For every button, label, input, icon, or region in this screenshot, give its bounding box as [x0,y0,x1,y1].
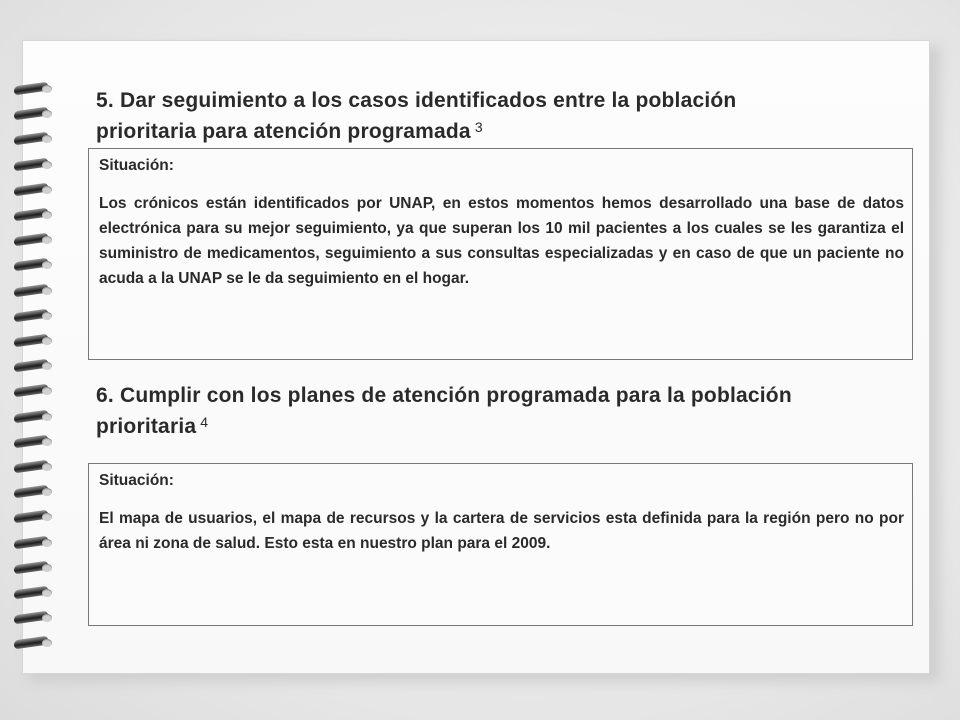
section-6-heading [96,383,876,440]
spiral-ring [6,158,52,172]
spiral-ring [6,334,52,348]
spiral-ring [6,435,52,449]
spiral-ring [6,510,52,524]
section-5-title-line2 [96,114,876,145]
spiral-binding [6,82,66,652]
section-6-title-line2-text: prioritaria [96,415,197,438]
spiral-ring [6,284,52,298]
spiral-ring [6,410,52,424]
spiral-ring [6,107,52,121]
spiral-ring [6,611,52,625]
section-5-situation-text: Los crónicos están identificados por UNAP, en estos momentos hemos desarrollado una base de datos electrónica para su mejor seguimiento, ya que superan los 10 mil pacientes a los cuales se les garantiza el suministro de medicamentos, seguimiento a sus consultas especializadas y en caso de que un paciente no acuda a la UNAP se le da seguimiento en el hogar. [99,195,904,287]
spiral-ring [6,460,52,474]
section-5-heading [96,88,876,145]
spiral-ring [6,561,52,575]
section-5-title-line2-text: prioritaria para atención programada [96,120,471,143]
section-6-situation-label: Situación: [99,472,174,489]
spiral-ring [6,636,52,650]
spiral-ring [6,586,52,600]
spiral-ring [6,359,52,373]
spiral-ring [6,183,52,197]
section-6-footnote: 4 [200,414,209,430]
section-5-situation-label: Situación: [99,157,174,174]
section-6-title-line1: 6. Cumplir con los planes de atención programada para la población [96,384,792,407]
section-6-title-line2 [96,409,876,440]
spiral-ring [6,82,52,96]
section-5-title-line1: 5. Dar seguimiento a los casos identificados entre la población [96,89,737,112]
spiral-ring [6,309,52,323]
section-6-situation-box [88,463,913,626]
spiral-ring [6,485,52,499]
spiral-ring [6,536,52,550]
spiral-ring [6,384,52,398]
section-5-footnote: 3 [474,119,483,135]
spiral-ring [6,132,52,146]
section-6-situation-text: El mapa de usuarios, el mapa de recursos y la cartera de servicios esta definida para la región pero no por área ni zona de salud. Esto esta en nuestro plan para el 2009. [99,510,904,552]
spiral-ring [6,208,52,222]
spiral-ring [6,258,52,272]
spiral-ring [6,233,52,247]
section-5-situation-box [88,148,913,360]
